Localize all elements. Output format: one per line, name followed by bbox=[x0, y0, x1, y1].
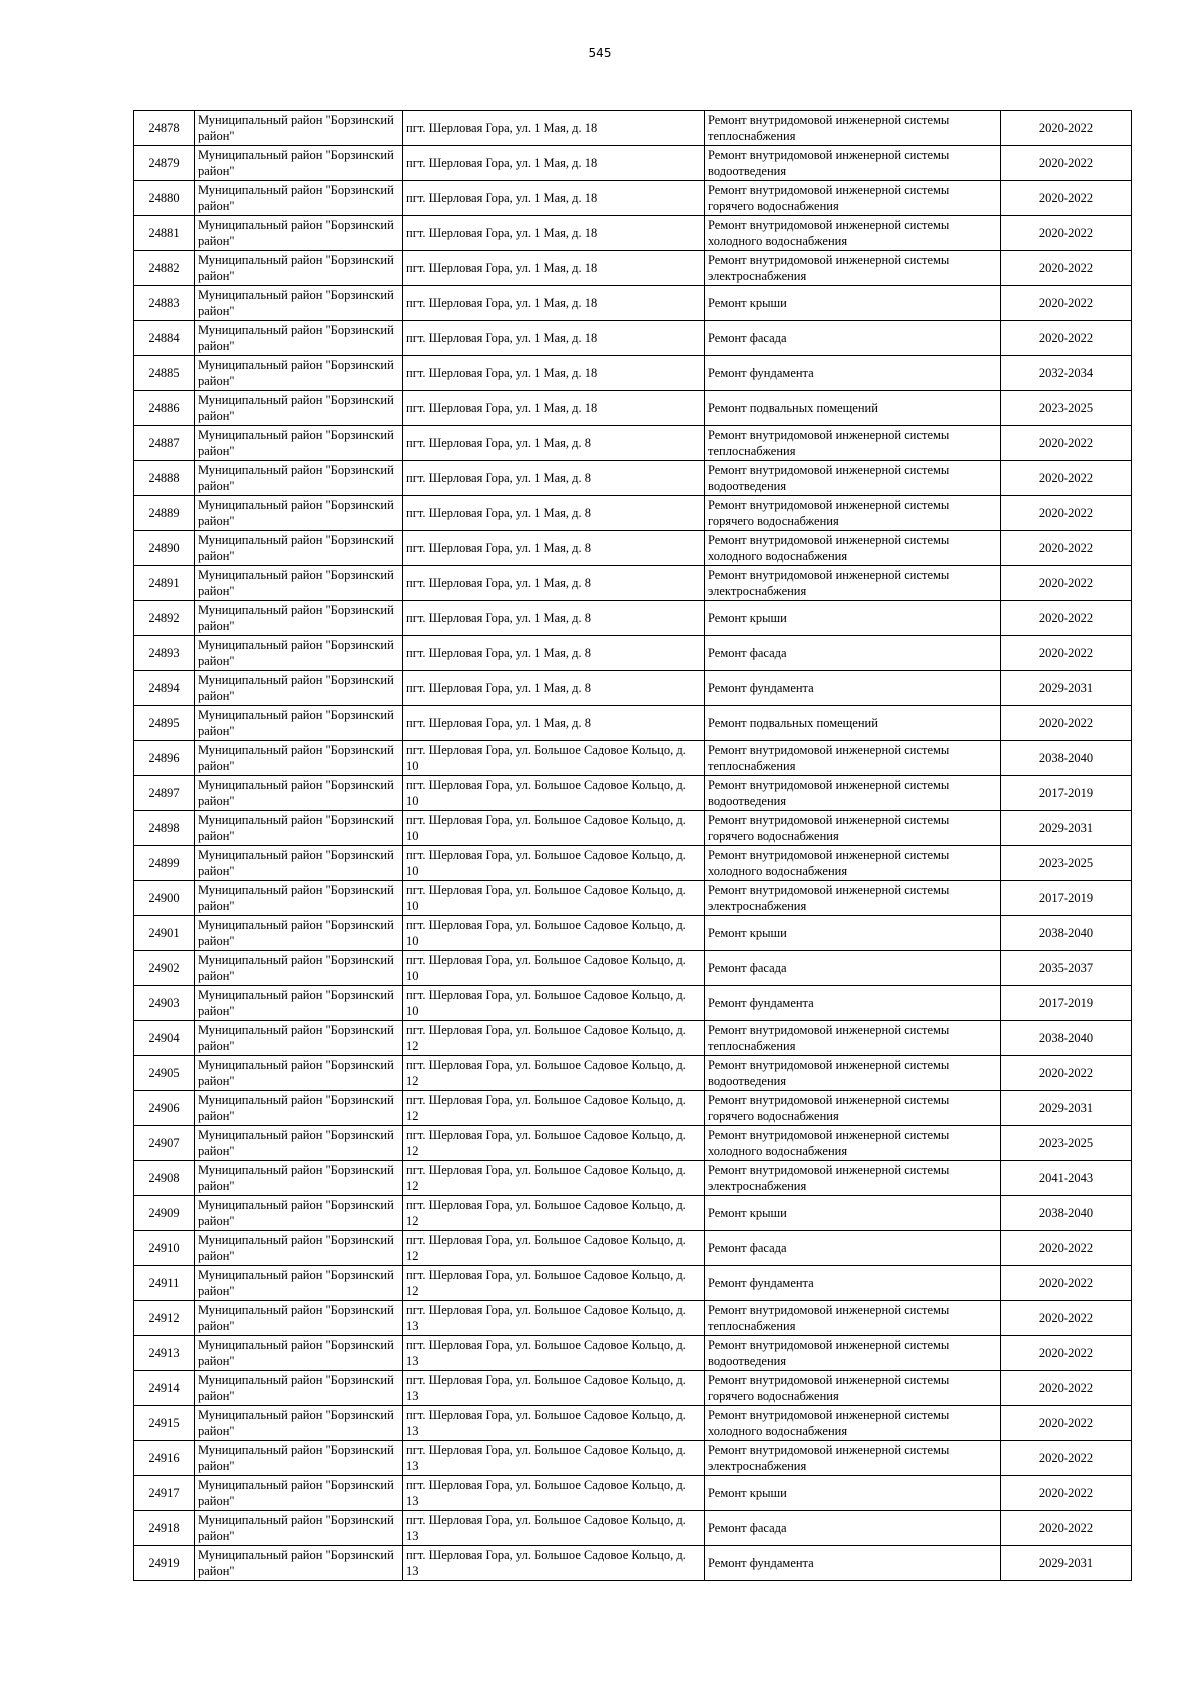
municipality-cell: Муниципальный район "Борзинский район" bbox=[195, 1056, 403, 1091]
work-type-cell: Ремонт крыши bbox=[705, 1196, 1001, 1231]
table-row bbox=[134, 461, 1132, 496]
municipality-cell: Муниципальный район "Борзинский район" bbox=[195, 426, 403, 461]
address-cell: пгт. Шерловая Гора, ул. 1 Мая, д. 8 bbox=[403, 636, 705, 671]
municipality-cell: Муниципальный район "Борзинский район" bbox=[195, 216, 403, 251]
row-number-cell: 24918 bbox=[134, 1511, 195, 1546]
municipality-cell: Муниципальный район "Борзинский район" bbox=[195, 846, 403, 881]
municipality-cell: Муниципальный район "Борзинский район" bbox=[195, 741, 403, 776]
address-cell: пгт. Шерловая Гора, ул. Большое Садовое Кольцо, д. 12 bbox=[403, 1231, 705, 1266]
address-cell: пгт. Шерловая Гора, ул. Большое Садовое Кольцо, д. 12 bbox=[403, 1126, 705, 1161]
row-number-cell: 24902 bbox=[134, 951, 195, 986]
row-number-cell: 24916 bbox=[134, 1441, 195, 1476]
row-number-cell: 24894 bbox=[134, 671, 195, 706]
row-number-cell: 24905 bbox=[134, 1056, 195, 1091]
period-cell: 2029-2031 bbox=[1001, 1546, 1132, 1581]
municipality-cell: Муниципальный район "Борзинский район" bbox=[195, 601, 403, 636]
period-cell: 2017-2019 bbox=[1001, 986, 1132, 1021]
address-cell: пгт. Шерловая Гора, ул. Большое Садовое Кольцо, д. 10 bbox=[403, 811, 705, 846]
municipality-cell: Муниципальный район "Борзинский район" bbox=[195, 986, 403, 1021]
row-number-cell: 24911 bbox=[134, 1266, 195, 1301]
period-cell: 2020-2022 bbox=[1001, 1406, 1132, 1441]
row-number-cell: 24880 bbox=[134, 181, 195, 216]
municipality-cell: Муниципальный район "Борзинский район" bbox=[195, 461, 403, 496]
address-cell: пгт. Шерловая Гора, ул. Большое Садовое Кольцо, д. 13 bbox=[403, 1301, 705, 1336]
period-cell: 2020-2022 bbox=[1001, 1231, 1132, 1266]
table-row bbox=[134, 1371, 1132, 1406]
table-row bbox=[134, 1091, 1132, 1126]
municipality-cell: Муниципальный район "Борзинский район" bbox=[195, 1231, 403, 1266]
municipality-cell: Муниципальный район "Борзинский район" bbox=[195, 1336, 403, 1371]
municipality-cell: Муниципальный район "Борзинский район" bbox=[195, 706, 403, 741]
work-type-cell: Ремонт внутридомовой инженерной системы водоотведения bbox=[705, 146, 1001, 181]
row-number-cell: 24919 bbox=[134, 1546, 195, 1581]
row-number-cell: 24883 bbox=[134, 286, 195, 321]
row-number-cell: 24893 bbox=[134, 636, 195, 671]
work-type-cell: Ремонт фундамента bbox=[705, 356, 1001, 391]
work-type-cell: Ремонт фасада bbox=[705, 636, 1001, 671]
work-type-cell: Ремонт фундамента bbox=[705, 1266, 1001, 1301]
row-number-cell: 24915 bbox=[134, 1406, 195, 1441]
work-type-cell: Ремонт фасада bbox=[705, 321, 1001, 356]
table-row bbox=[134, 531, 1132, 566]
municipality-cell: Муниципальный район "Борзинский район" bbox=[195, 1546, 403, 1581]
work-type-cell: Ремонт крыши bbox=[705, 1476, 1001, 1511]
work-type-cell: Ремонт внутридомовой инженерной системы водоотведения bbox=[705, 461, 1001, 496]
address-cell: пгт. Шерловая Гора, ул. 1 Мая, д. 8 bbox=[403, 426, 705, 461]
municipality-cell: Муниципальный район "Борзинский район" bbox=[195, 776, 403, 811]
work-type-cell: Ремонт внутридомовой инженерной системы холодного водоснабжения bbox=[705, 531, 1001, 566]
row-number-cell: 24886 bbox=[134, 391, 195, 426]
municipality-cell: Муниципальный район "Борзинский район" bbox=[195, 1196, 403, 1231]
table-row bbox=[134, 321, 1132, 356]
period-cell: 2020-2022 bbox=[1001, 216, 1132, 251]
work-type-cell: Ремонт внутридомовой инженерной системы водоотведения bbox=[705, 1056, 1001, 1091]
municipality-cell: Муниципальный район "Борзинский район" bbox=[195, 1476, 403, 1511]
municipality-cell: Муниципальный район "Борзинский район" bbox=[195, 1161, 403, 1196]
work-type-cell: Ремонт подвальных помещений bbox=[705, 391, 1001, 426]
municipality-cell: Муниципальный район "Борзинский район" bbox=[195, 321, 403, 356]
period-cell: 2041-2043 bbox=[1001, 1161, 1132, 1196]
table-row bbox=[134, 846, 1132, 881]
row-number-cell: 24899 bbox=[134, 846, 195, 881]
address-cell: пгт. Шерловая Гора, ул. 1 Мая, д. 18 bbox=[403, 181, 705, 216]
row-number-cell: 24879 bbox=[134, 146, 195, 181]
row-number-cell: 24912 bbox=[134, 1301, 195, 1336]
row-number-cell: 24878 bbox=[134, 111, 195, 146]
municipality-cell: Муниципальный район "Борзинский район" bbox=[195, 1091, 403, 1126]
work-type-cell: Ремонт внутридомовой инженерной системы электроснабжения bbox=[705, 1161, 1001, 1196]
address-cell: пгт. Шерловая Гора, ул. 1 Мая, д. 18 bbox=[403, 321, 705, 356]
address-cell: пгт. Шерловая Гора, ул. Большое Садовое Кольцо, д. 13 bbox=[403, 1406, 705, 1441]
period-cell: 2029-2031 bbox=[1001, 811, 1132, 846]
table-row bbox=[134, 811, 1132, 846]
work-type-cell: Ремонт фасада bbox=[705, 1231, 1001, 1266]
work-type-cell: Ремонт крыши bbox=[705, 286, 1001, 321]
table-row bbox=[134, 1056, 1132, 1091]
table-row bbox=[134, 391, 1132, 426]
page-number: 545 bbox=[588, 46, 612, 60]
row-number-cell: 24890 bbox=[134, 531, 195, 566]
work-type-cell: Ремонт внутридомовой инженерной системы горячего водоснабжения bbox=[705, 1091, 1001, 1126]
work-type-cell: Ремонт внутридомовой инженерной системы горячего водоснабжения bbox=[705, 1371, 1001, 1406]
municipality-cell: Муниципальный район "Борзинский район" bbox=[195, 881, 403, 916]
work-type-cell: Ремонт внутридомовой инженерной системы водоотведения bbox=[705, 776, 1001, 811]
table-row bbox=[134, 181, 1132, 216]
table-row bbox=[134, 671, 1132, 706]
period-cell: 2023-2025 bbox=[1001, 846, 1132, 881]
address-cell: пгт. Шерловая Гора, ул. 1 Мая, д. 18 bbox=[403, 286, 705, 321]
work-type-cell: Ремонт внутридомовой инженерной системы горячего водоснабжения bbox=[705, 811, 1001, 846]
row-number-cell: 24909 bbox=[134, 1196, 195, 1231]
municipality-cell: Муниципальный район "Борзинский район" bbox=[195, 671, 403, 706]
period-cell: 2020-2022 bbox=[1001, 321, 1132, 356]
municipality-cell: Муниципальный район "Борзинский район" bbox=[195, 951, 403, 986]
table-row bbox=[134, 1231, 1132, 1266]
table-row bbox=[134, 216, 1132, 251]
table-row bbox=[134, 356, 1132, 391]
period-cell: 2020-2022 bbox=[1001, 111, 1132, 146]
work-type-cell: Ремонт фасада bbox=[705, 951, 1001, 986]
table-row bbox=[134, 1511, 1132, 1546]
table-row bbox=[134, 251, 1132, 286]
municipality-cell: Муниципальный район "Борзинский район" bbox=[195, 1511, 403, 1546]
period-cell: 2020-2022 bbox=[1001, 1056, 1132, 1091]
address-cell: пгт. Шерловая Гора, ул. 1 Мая, д. 8 bbox=[403, 706, 705, 741]
address-cell: пгт. Шерловая Гора, ул. Большое Садовое Кольцо, д. 12 bbox=[403, 1196, 705, 1231]
table-row bbox=[134, 1161, 1132, 1196]
work-type-cell: Ремонт внутридомовой инженерной системы электроснабжения bbox=[705, 1441, 1001, 1476]
period-cell: 2020-2022 bbox=[1001, 1476, 1132, 1511]
address-cell: пгт. Шерловая Гора, ул. 1 Мая, д. 18 bbox=[403, 111, 705, 146]
table-row bbox=[134, 1441, 1132, 1476]
address-cell: пгт. Шерловая Гора, ул. Большое Садовое Кольцо, д. 10 bbox=[403, 916, 705, 951]
table-row bbox=[134, 706, 1132, 741]
row-number-cell: 24906 bbox=[134, 1091, 195, 1126]
municipality-cell: Муниципальный район "Борзинский район" bbox=[195, 1406, 403, 1441]
row-number-cell: 24884 bbox=[134, 321, 195, 356]
row-number-cell: 24892 bbox=[134, 601, 195, 636]
period-cell: 2020-2022 bbox=[1001, 636, 1132, 671]
work-type-cell: Ремонт внутридомовой инженерной системы холодного водоснабжения bbox=[705, 1406, 1001, 1441]
work-type-cell: Ремонт внутридомовой инженерной системы электроснабжения bbox=[705, 566, 1001, 601]
row-number-cell: 24891 bbox=[134, 566, 195, 601]
table-row bbox=[134, 111, 1132, 146]
municipality-cell: Муниципальный район "Борзинский район" bbox=[195, 636, 403, 671]
row-number-cell: 24900 bbox=[134, 881, 195, 916]
row-number-cell: 24881 bbox=[134, 216, 195, 251]
table-row bbox=[134, 1126, 1132, 1161]
work-type-cell: Ремонт внутридомовой инженерной системы горячего водоснабжения bbox=[705, 496, 1001, 531]
municipality-cell: Муниципальный район "Борзинский район" bbox=[195, 1441, 403, 1476]
address-cell: пгт. Шерловая Гора, ул. Большое Садовое Кольцо, д. 10 bbox=[403, 741, 705, 776]
address-cell: пгт. Шерловая Гора, ул. 1 Мая, д. 8 bbox=[403, 496, 705, 531]
period-cell: 2020-2022 bbox=[1001, 1336, 1132, 1371]
work-type-cell: Ремонт внутридомовой инженерной системы теплоснабжения bbox=[705, 1301, 1001, 1336]
row-number-cell: 24913 bbox=[134, 1336, 195, 1371]
address-cell: пгт. Шерловая Гора, ул. Большое Садовое Кольцо, д. 13 bbox=[403, 1371, 705, 1406]
period-cell: 2020-2022 bbox=[1001, 496, 1132, 531]
address-cell: пгт. Шерловая Гора, ул. 1 Мая, д. 18 bbox=[403, 146, 705, 181]
period-cell: 2017-2019 bbox=[1001, 881, 1132, 916]
row-number-cell: 24882 bbox=[134, 251, 195, 286]
address-cell: пгт. Шерловая Гора, ул. Большое Садовое Кольцо, д. 13 bbox=[403, 1511, 705, 1546]
table-row bbox=[134, 776, 1132, 811]
work-type-cell: Ремонт внутридомовой инженерной системы холодного водоснабжения bbox=[705, 846, 1001, 881]
period-cell: 2020-2022 bbox=[1001, 531, 1132, 566]
period-cell: 2038-2040 bbox=[1001, 916, 1132, 951]
work-type-cell: Ремонт внутридомовой инженерной системы теплоснабжения bbox=[705, 1021, 1001, 1056]
address-cell: пгт. Шерловая Гора, ул. 1 Мая, д. 8 bbox=[403, 531, 705, 566]
address-cell: пгт. Шерловая Гора, ул. Большое Садовое Кольцо, д. 12 bbox=[403, 1056, 705, 1091]
period-cell: 2020-2022 bbox=[1001, 1511, 1132, 1546]
address-cell: пгт. Шерловая Гора, ул. 1 Мая, д. 8 bbox=[403, 566, 705, 601]
registry-table bbox=[133, 110, 1132, 1581]
row-number-cell: 24898 bbox=[134, 811, 195, 846]
row-number-cell: 24910 bbox=[134, 1231, 195, 1266]
address-cell: пгт. Шерловая Гора, ул. 1 Мая, д. 8 bbox=[403, 461, 705, 496]
municipality-cell: Муниципальный район "Борзинский район" bbox=[195, 146, 403, 181]
municipality-cell: Муниципальный район "Борзинский район" bbox=[195, 531, 403, 566]
address-cell: пгт. Шерловая Гора, ул. Большое Садовое Кольцо, д. 10 bbox=[403, 846, 705, 881]
address-cell: пгт. Шерловая Гора, ул. Большое Садовое Кольцо, д. 10 bbox=[403, 986, 705, 1021]
period-cell: 2020-2022 bbox=[1001, 1266, 1132, 1301]
period-cell: 2017-2019 bbox=[1001, 776, 1132, 811]
table-row bbox=[134, 1546, 1132, 1581]
period-cell: 2029-2031 bbox=[1001, 1091, 1132, 1126]
row-number-cell: 24896 bbox=[134, 741, 195, 776]
work-type-cell: Ремонт внутридомовой инженерной системы холодного водоснабжения bbox=[705, 216, 1001, 251]
row-number-cell: 24897 bbox=[134, 776, 195, 811]
work-type-cell: Ремонт внутридомовой инженерной системы горячего водоснабжения bbox=[705, 181, 1001, 216]
work-type-cell: Ремонт фундамента bbox=[705, 671, 1001, 706]
address-cell: пгт. Шерловая Гора, ул. 1 Мая, д. 18 bbox=[403, 216, 705, 251]
work-type-cell: Ремонт внутридомовой инженерной системы холодного водоснабжения bbox=[705, 1126, 1001, 1161]
period-cell: 2020-2022 bbox=[1001, 1371, 1132, 1406]
table-row bbox=[134, 1266, 1132, 1301]
row-number-cell: 24895 bbox=[134, 706, 195, 741]
table-row bbox=[134, 636, 1132, 671]
table-row bbox=[134, 1196, 1132, 1231]
work-type-cell: Ремонт внутридомовой инженерной системы водоотведения bbox=[705, 1336, 1001, 1371]
table-row bbox=[134, 566, 1132, 601]
work-type-cell: Ремонт фундамента bbox=[705, 986, 1001, 1021]
municipality-cell: Муниципальный район "Борзинский район" bbox=[195, 1021, 403, 1056]
row-number-cell: 24907 bbox=[134, 1126, 195, 1161]
table-row bbox=[134, 286, 1132, 321]
period-cell: 2020-2022 bbox=[1001, 461, 1132, 496]
period-cell: 2020-2022 bbox=[1001, 706, 1132, 741]
address-cell: пгт. Шерловая Гора, ул. 1 Мая, д. 8 bbox=[403, 671, 705, 706]
table-row bbox=[134, 1301, 1132, 1336]
municipality-cell: Муниципальный район "Борзинский район" bbox=[195, 286, 403, 321]
table-row bbox=[134, 741, 1132, 776]
address-cell: пгт. Шерловая Гора, ул. Большое Садовое Кольцо, д. 13 bbox=[403, 1336, 705, 1371]
work-type-cell: Ремонт внутридомовой инженерной системы электроснабжения bbox=[705, 881, 1001, 916]
address-cell: пгт. Шерловая Гора, ул. 1 Мая, д. 18 bbox=[403, 356, 705, 391]
work-type-cell: Ремонт внутридомовой инженерной системы теплоснабжения bbox=[705, 426, 1001, 461]
table-row bbox=[134, 496, 1132, 531]
period-cell: 2020-2022 bbox=[1001, 286, 1132, 321]
table-row bbox=[134, 1406, 1132, 1441]
table-row bbox=[134, 1336, 1132, 1371]
registry-body bbox=[134, 111, 1132, 1581]
work-type-cell: Ремонт крыши bbox=[705, 916, 1001, 951]
period-cell: 2023-2025 bbox=[1001, 1126, 1132, 1161]
row-number-cell: 24901 bbox=[134, 916, 195, 951]
work-type-cell: Ремонт внутридомовой инженерной системы теплоснабжения bbox=[705, 741, 1001, 776]
period-cell: 2020-2022 bbox=[1001, 251, 1132, 286]
table-row bbox=[134, 426, 1132, 461]
municipality-cell: Муниципальный район "Борзинский район" bbox=[195, 181, 403, 216]
address-cell: пгт. Шерловая Гора, ул. Большое Садовое Кольцо, д. 13 bbox=[403, 1441, 705, 1476]
municipality-cell: Муниципальный район "Борзинский район" bbox=[195, 1371, 403, 1406]
address-cell: пгт. Шерловая Гора, ул. Большое Садовое Кольцо, д. 10 bbox=[403, 881, 705, 916]
address-cell: пгт. Шерловая Гора, ул. Большое Садовое Кольцо, д. 13 bbox=[403, 1476, 705, 1511]
table-row bbox=[134, 146, 1132, 181]
work-type-cell: Ремонт крыши bbox=[705, 601, 1001, 636]
period-cell: 2020-2022 bbox=[1001, 566, 1132, 601]
period-cell: 2020-2022 bbox=[1001, 146, 1132, 181]
row-number-cell: 24903 bbox=[134, 986, 195, 1021]
municipality-cell: Муниципальный район "Борзинский район" bbox=[195, 1301, 403, 1336]
municipality-cell: Муниципальный район "Борзинский район" bbox=[195, 566, 403, 601]
row-number-cell: 24917 bbox=[134, 1476, 195, 1511]
row-number-cell: 24914 bbox=[134, 1371, 195, 1406]
address-cell: пгт. Шерловая Гора, ул. 1 Мая, д. 18 bbox=[403, 391, 705, 426]
municipality-cell: Муниципальный район "Борзинский район" bbox=[195, 1266, 403, 1301]
municipality-cell: Муниципальный район "Борзинский район" bbox=[195, 356, 403, 391]
period-cell: 2038-2040 bbox=[1001, 1021, 1132, 1056]
work-type-cell: Ремонт подвальных помещений bbox=[705, 706, 1001, 741]
period-cell: 2032-2034 bbox=[1001, 356, 1132, 391]
address-cell: пгт. Шерловая Гора, ул. Большое Садовое Кольцо, д. 12 bbox=[403, 1266, 705, 1301]
municipality-cell: Муниципальный район "Борзинский район" bbox=[195, 916, 403, 951]
work-type-cell: Ремонт внутридомовой инженерной системы теплоснабжения bbox=[705, 111, 1001, 146]
address-cell: пгт. Шерловая Гора, ул. Большое Садовое Кольцо, д. 12 bbox=[403, 1091, 705, 1126]
municipality-cell: Муниципальный район "Борзинский район" bbox=[195, 1126, 403, 1161]
period-cell: 2020-2022 bbox=[1001, 1441, 1132, 1476]
period-cell: 2038-2040 bbox=[1001, 741, 1132, 776]
work-type-cell: Ремонт фундамента bbox=[705, 1546, 1001, 1581]
row-number-cell: 24888 bbox=[134, 461, 195, 496]
address-cell: пгт. Шерловая Гора, ул. 1 Мая, д. 18 bbox=[403, 251, 705, 286]
address-cell: пгт. Шерловая Гора, ул. Большое Садовое Кольцо, д. 10 bbox=[403, 776, 705, 811]
municipality-cell: Муниципальный район "Борзинский район" bbox=[195, 811, 403, 846]
period-cell: 2020-2022 bbox=[1001, 181, 1132, 216]
table-row bbox=[134, 1021, 1132, 1056]
municipality-cell: Муниципальный район "Борзинский район" bbox=[195, 111, 403, 146]
row-number-cell: 24889 bbox=[134, 496, 195, 531]
table-row bbox=[134, 916, 1132, 951]
row-number-cell: 24887 bbox=[134, 426, 195, 461]
table-row bbox=[134, 881, 1132, 916]
table-row bbox=[134, 601, 1132, 636]
table-row bbox=[134, 1476, 1132, 1511]
period-cell: 2020-2022 bbox=[1001, 601, 1132, 636]
work-type-cell: Ремонт фасада bbox=[705, 1511, 1001, 1546]
address-cell: пгт. Шерловая Гора, ул. Большое Садовое Кольцо, д. 13 bbox=[403, 1546, 705, 1581]
row-number-cell: 24908 bbox=[134, 1161, 195, 1196]
row-number-cell: 24904 bbox=[134, 1021, 195, 1056]
row-number-cell: 24885 bbox=[134, 356, 195, 391]
table-row bbox=[134, 951, 1132, 986]
municipality-cell: Муниципальный район "Борзинский район" bbox=[195, 391, 403, 426]
period-cell: 2038-2040 bbox=[1001, 1196, 1132, 1231]
municipality-cell: Муниципальный район "Борзинский район" bbox=[195, 496, 403, 531]
period-cell: 2020-2022 bbox=[1001, 426, 1132, 461]
address-cell: пгт. Шерловая Гора, ул. Большое Садовое Кольцо, д. 12 bbox=[403, 1021, 705, 1056]
address-cell: пгт. Шерловая Гора, ул. 1 Мая, д. 8 bbox=[403, 601, 705, 636]
table-row bbox=[134, 986, 1132, 1021]
address-cell: пгт. Шерловая Гора, ул. Большое Садовое Кольцо, д. 12 bbox=[403, 1161, 705, 1196]
work-type-cell: Ремонт внутридомовой инженерной системы электроснабжения bbox=[705, 251, 1001, 286]
period-cell: 2029-2031 bbox=[1001, 671, 1132, 706]
period-cell: 2035-2037 bbox=[1001, 951, 1132, 986]
address-cell: пгт. Шерловая Гора, ул. Большое Садовое Кольцо, д. 10 bbox=[403, 951, 705, 986]
period-cell: 2020-2022 bbox=[1001, 1301, 1132, 1336]
municipality-cell: Муниципальный район "Борзинский район" bbox=[195, 251, 403, 286]
period-cell: 2023-2025 bbox=[1001, 391, 1132, 426]
